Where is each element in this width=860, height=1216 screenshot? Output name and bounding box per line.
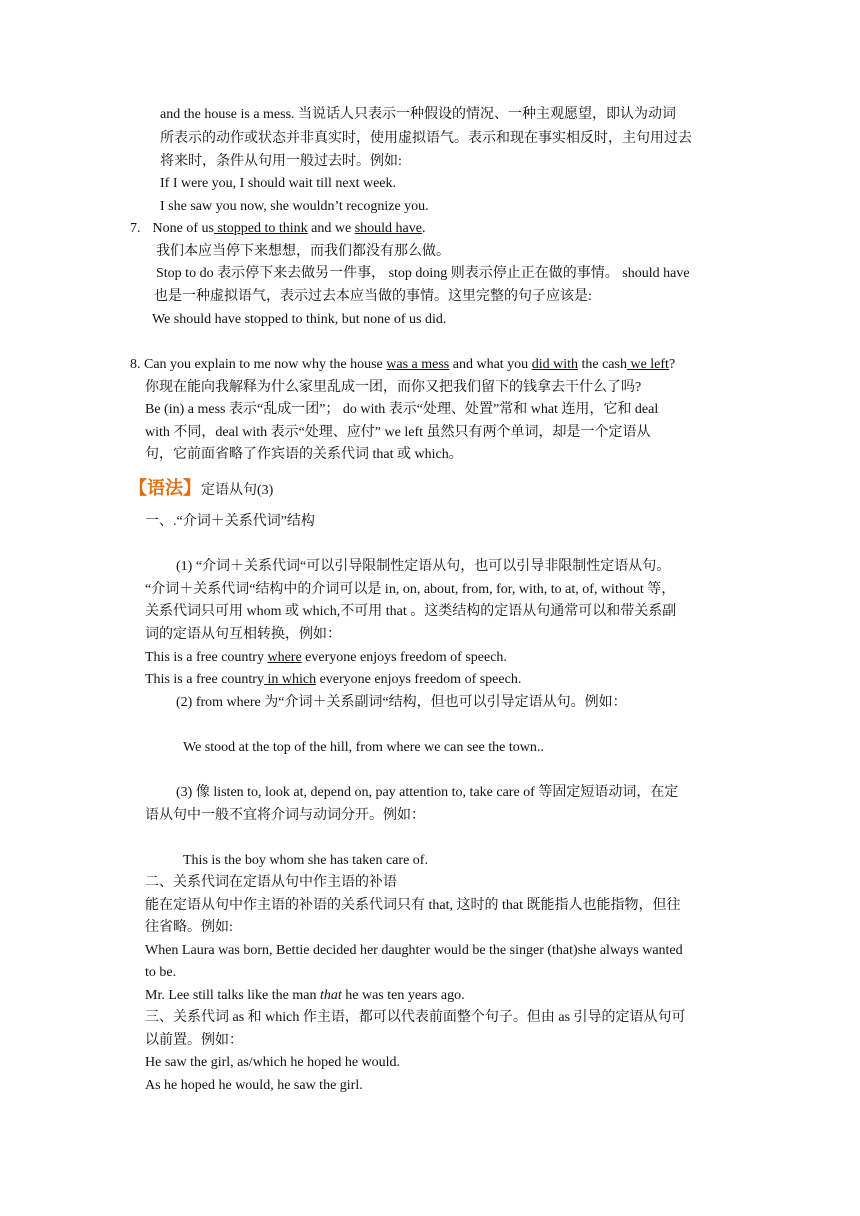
section-2-title: 二、关系代词在定语从句中作主语的补语 [145, 875, 397, 890]
underlined-phrase: we left [626, 357, 669, 372]
section-1-paragraph: “介词＋关系代词“结构中的介词可以是 in, on, about, from, for, with, to at, of, without 等， [145, 582, 676, 597]
text-run: he was ten years ago. [341, 988, 465, 1003]
section-3-title: 以前置。例如： [145, 1033, 243, 1048]
item-8-note: 句，它前面省略了作宾语的关系代词 that 或 which。 [145, 447, 463, 462]
example-sentence: If I were you, I should wait till next week. [160, 176, 396, 191]
grammar-heading [129, 476, 273, 503]
underlined-phrase: was a mess [386, 357, 450, 372]
underlined-phrase: should have [354, 221, 422, 236]
example-sentence: to be. [145, 965, 177, 980]
item-7-translation: 我们本应当停下来想想，而我们都没有那么做。 [156, 244, 450, 259]
italic-word: that [319, 988, 342, 1003]
item-7-sentence [130, 219, 425, 239]
example-sentence: When Laura was born, Bettie decided her daughter would be the singer (that)she always wanted [145, 943, 683, 958]
text-run: . [421, 221, 426, 236]
underlined-phrase: did with [531, 357, 578, 372]
intro-line-1: and the house is a mess. 当说话人只表示一种假设的情况、一种主观愿望，即认为动词 [160, 107, 677, 122]
text-run: Mr. Lee still talks like the man [145, 988, 320, 1003]
text-run: everyone enjoys freedom of speech. [316, 672, 522, 687]
text-run: the cash [577, 357, 627, 372]
text-run: This is a free country [145, 650, 268, 665]
example-sentence: As he hoped he would, he saw the girl. [145, 1078, 363, 1093]
section-2-paragraph: 能在定语从句中作主语的补语的关系代词只有 that, 这时的 that 既能指人也能指物，但往 [145, 898, 681, 913]
section-3-title: 三、关系代词 as 和 which 作主语，都可以代表前面整个句子。但由 as 引导的定语从句可 [145, 1010, 686, 1025]
underlined-phrase: where [267, 650, 302, 665]
text-run: everyone enjoys freedom of speech. [301, 650, 507, 665]
example-sentence: He saw the girl, as/which he hoped he would. [145, 1055, 401, 1070]
section-1-paragraph: 词的定语从句互相转换，例如： [145, 627, 341, 642]
text-run: 8. Can you explain to me now why the house [130, 357, 387, 372]
example-sentence [145, 670, 521, 690]
example-sentence: This is the boy whom she has taken care of. [183, 853, 428, 868]
text-run: and what you [449, 357, 532, 372]
example-sentence: I she saw you now, she wouldn’t recognize you. [160, 199, 429, 214]
section-1-paragraph: 语从句中一般不宜将介词与动词分开。例如： [145, 808, 425, 823]
intro-line-3: 将来时，条件从句用一般过去时。例如: [160, 154, 402, 169]
example-sentence [145, 986, 465, 1006]
intro-line-2: 所表示的动作或状态并非真实时，使用虚拟语气。表示和现在事实相反时，主句用过去 [160, 131, 692, 146]
section-1-paragraph: (2) from where 为“介词＋关系副词“结构，但也可以引导定语从句。例如： [176, 695, 627, 710]
section-2-paragraph: 往省略。例如: [145, 920, 233, 935]
grammar-title: 定语从句(3) [201, 483, 274, 498]
example-sentence: We stood at the top of the hill, from where we can see the town.. [183, 740, 544, 755]
text-run: ? [668, 357, 676, 372]
underlined-phrase: in which [263, 672, 317, 687]
example-sentence [145, 648, 507, 668]
item-8-translation: 你现在能向我解释为什么家里乱成一团，而你又把我们留下的钱拿去干什么了吗? [145, 380, 642, 395]
item-8-sentence [130, 355, 675, 375]
item-8-note: Be (in) a mess 表示“乱成一团”； do with 表示“处理、处置”常和 what 连用，它和 deal [145, 402, 659, 417]
section-1-paragraph: 关系代词只可用 whom 或 which,不可用 that 。这类结构的定语从句通常可以和带关系副 [145, 604, 677, 619]
item-7-full-sentence: We should have stopped to think, but none of us did. [152, 312, 447, 327]
item-8-note: with 不同，deal with 表示“处理、应付” we left 虽然只有两个单词，却是一个定语从 [145, 425, 651, 440]
text-run: and we [307, 221, 355, 236]
text-run: None of us [152, 221, 214, 236]
section-1-paragraph: (3) 像 listen to, look at, depend on, pay attention to, take care of 等固定短语动词，在定 [176, 785, 679, 800]
section-1-title: 一、.“介词＋关系代词”结构 [145, 514, 315, 529]
underlined-phrase: stopped to think [213, 221, 308, 236]
section-1-paragraph: (1) “介词＋关系代词“可以引导限制性定语从句，也可以引导非限制性定语从句。 [176, 559, 671, 574]
grammar-tag: 【语法】 [129, 478, 201, 498]
item-7-note: 也是一种虚拟语气，表示过去本应当做的事情。这里完整的句子应该是: [154, 289, 592, 304]
text-run: This is a free country [145, 672, 264, 687]
item-number: 7. [130, 221, 141, 236]
item-7-note: Stop to do 表示停下来去做另一件事， stop doing 则表示停止正在做的事情。 should have [156, 266, 690, 281]
